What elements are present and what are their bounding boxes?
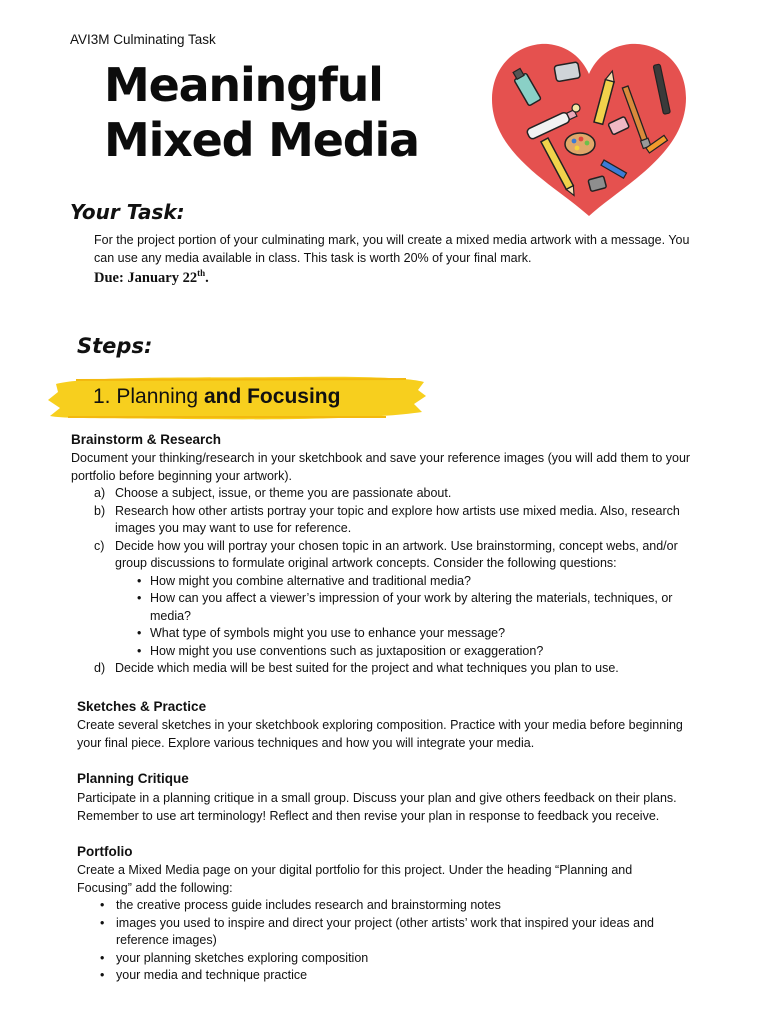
critique-heading: Planning Critique [77, 771, 189, 786]
list-item: • images you used to inspire and direct your project (other artists’ work that inspired your ideas and reference images) [100, 915, 690, 950]
consider-questions-list [137, 573, 704, 661]
brainstorm-heading: Brainstorm & Research [71, 432, 222, 447]
your-task-heading: Your Task: [70, 200, 185, 224]
due-date: Due: January 22th. [94, 268, 209, 286]
brainstorm-intro: Document your thinking/research in your sketchbook and save your reference images (you will add them to your portfolio before beginning your artwork). [71, 451, 691, 483]
list-item: • the creative process guide includes research and brainstorming notes [100, 897, 690, 915]
sketches-text: Create several sketches in your sketchbook exploring composition. Practice with your media before beginning your final piece. Explore various techniques and how you will integrate your media. [77, 718, 683, 750]
portfolio-text: Create a Mixed Media page on your digital portfolio for this project. Under the heading “Planning and Focusing” add the following: [77, 863, 633, 895]
list-item: a) Choose a subject, issue, or theme you are passionate about. [94, 486, 452, 500]
brainstorm-steps-list [94, 485, 704, 678]
portfolio-heading: Portfolio [77, 844, 133, 859]
title-line-1: Meaningful [104, 58, 383, 112]
heart-art-supplies-illustration [486, 36, 692, 220]
list-item: • your planning sketches exploring composition [100, 950, 690, 968]
question-item: • How might you use conventions such as juxtaposition or exaggeration? [137, 643, 704, 661]
sketches-heading: Sketches & Practice [77, 699, 207, 714]
title-line-2: Mixed Media [104, 113, 419, 167]
list-item: d) Decide which media will be best suited for the project and what techniques you plan to use. [94, 661, 619, 675]
question-item: • What type of symbols might you use to enhance your message? [137, 625, 704, 643]
list-item: b) Research how other artists portray your topic and explore how artists use mixed media. Also, research images you may want to use for reference. [94, 503, 680, 535]
step-1-title: 1. Planning and Focusing [93, 385, 341, 408]
question-item: • How can you affect a viewer’s impression of your work by altering the materials, techniques, or media? [137, 590, 704, 625]
steps-heading: Steps: [77, 334, 153, 358]
question-item: • How might you combine alternative and traditional media? [137, 573, 704, 591]
course-code: AVI3M Culminating Task [70, 32, 216, 47]
bead-icon [572, 104, 580, 112]
eraser-icon [554, 62, 580, 82]
palette-icon [565, 133, 595, 155]
list-item: c) Decide how you will portray your chosen topic in an artwork. Use brainstorming, concept webs, and/or group discussions to formulate original artwork concepts. Consider the following questions: • How might you combine alternative and traditional media? • How can you affect a viewer’s impression of your work by altering the materials, techniques, or media? • What type of symbols might you use to enhance your message? • How might you use conventions such as juxtaposition or exaggeration? [94, 538, 704, 661]
task-description: For the project portion of your culminating mark, you will create a mixed media artwork with a message. You can use any media available in class. This task is worth 20% of your final mark. [94, 233, 690, 265]
portfolio-items-list [100, 897, 690, 985]
list-item: • your media and technique practice [100, 967, 690, 985]
critique-text: Participate in a planning critique in a small group. Discuss your plan and give others feedback on their plans. Remember to use art terminology! Reflect and then revise your plan in response to feedback you receive. [77, 791, 677, 823]
page-title [104, 58, 419, 168]
